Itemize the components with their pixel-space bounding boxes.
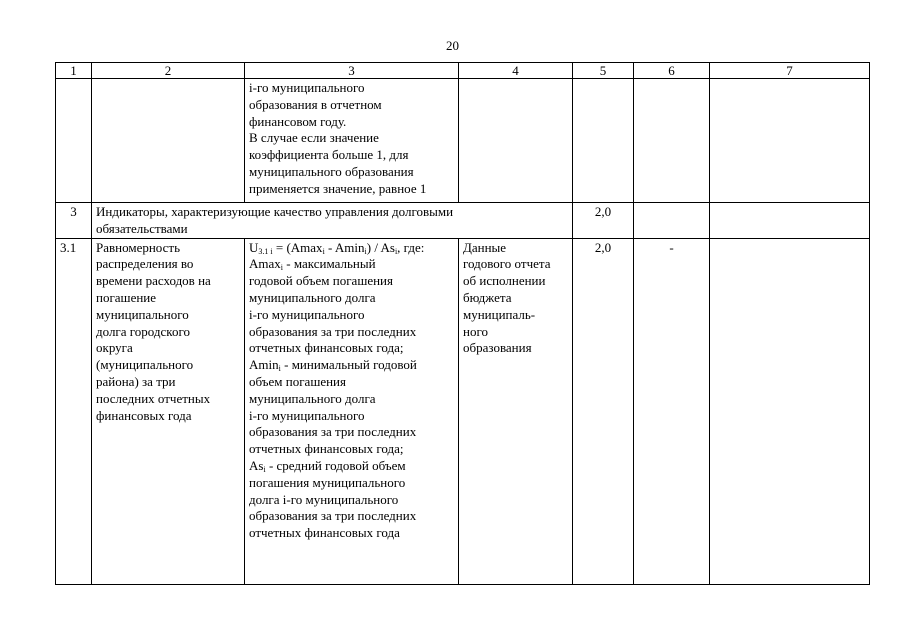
- name-line: финансовых года: [96, 407, 192, 423]
- table-row-3-1: [56, 238, 870, 584]
- name-line: погашение: [96, 289, 157, 305]
- formula-line: образования за три последних: [249, 424, 417, 440]
- source-line: об исполнении: [463, 273, 546, 289]
- source-line: Данные: [463, 239, 507, 255]
- indicator-table: [55, 62, 870, 585]
- cell-col7: [710, 79, 870, 203]
- table-row-continuation: [56, 79, 870, 203]
- cell-section-title: [92, 203, 573, 239]
- cell-name: [92, 238, 245, 584]
- name-line: муниципального: [96, 306, 189, 322]
- cell-weight: [573, 79, 634, 203]
- name-line: округа: [96, 340, 133, 356]
- formula-line: долга i-го муниципального: [249, 491, 399, 507]
- formula-line: муниципального долга: [249, 289, 376, 305]
- cell-source: [459, 79, 573, 203]
- formula-equation: $U_{3.1 i} = (Amax_i - Amin_i) / As_i$, где:: [249, 239, 425, 256]
- header-row: [56, 63, 870, 79]
- formula-line: объем погашения: [249, 373, 346, 389]
- source-line: ного: [463, 323, 488, 339]
- cell-num: 3.1: [56, 238, 92, 584]
- cell-formula: [245, 238, 459, 584]
- cell-num: [56, 79, 92, 203]
- formula-line: образования за три последних: [249, 508, 417, 524]
- header-cell-2: 2: [92, 63, 245, 79]
- name-line: долга городского: [96, 323, 190, 339]
- formula-line: применяется значение, равное 1: [249, 180, 427, 196]
- formula-line: коэффициента больше 1, для: [249, 147, 409, 163]
- section-title-line: Индикаторы, характеризующие качество управления долговыми: [96, 204, 454, 219]
- header-cell-3: 3: [245, 63, 459, 79]
- section-title-line: обязательствами: [96, 220, 188, 236]
- formula-line: В случае если значение: [249, 130, 379, 146]
- formula-amax-definition: Amax$_i$ - максимальный: [249, 256, 376, 273]
- formula-line: i-го муниципального: [249, 407, 365, 423]
- name-line: Равномерность: [96, 239, 181, 255]
- cell-formula-continuation: [245, 79, 459, 203]
- cell-weight: 2,0: [573, 203, 634, 239]
- source-line: муниципаль-: [463, 306, 536, 322]
- cell-col7: [710, 238, 870, 584]
- formula-amin-definition: Amin$_i$ - минимальный годовой: [249, 357, 417, 374]
- name-line: последних отчетных: [96, 390, 211, 406]
- formula-as-definition: $As_i$ - средний годовой объем: [249, 457, 406, 474]
- cell-name: [92, 79, 245, 203]
- cell-col6: [634, 79, 710, 203]
- header-cell-5: 5: [573, 63, 634, 79]
- formula-line: отчетных финансовых года: [249, 525, 400, 541]
- name-line: распределения во: [96, 256, 194, 272]
- formula-line: муниципального образования: [249, 163, 414, 179]
- cell-num: 3: [56, 203, 92, 239]
- cell-source: [459, 238, 573, 584]
- cell-col6: [634, 203, 710, 239]
- source-line: годового отчета: [463, 256, 551, 272]
- page-number: 20: [446, 38, 459, 53]
- cell-weight: 2,0: [573, 238, 634, 584]
- formula-line: финансовом году.: [249, 113, 347, 129]
- formula-line: муниципального долга: [249, 390, 376, 406]
- formula-line: образования в отчетном: [249, 96, 382, 112]
- name-line: времени расходов на: [96, 273, 211, 289]
- formula-line: i-го муниципального: [249, 80, 365, 95]
- formula-line: погашения муниципального: [249, 474, 406, 490]
- table-row-section-3: [56, 203, 870, 239]
- formula-line: отчетных финансовых года;: [249, 340, 404, 356]
- name-line: (муниципального: [96, 357, 194, 373]
- name-line: района) за три: [96, 373, 176, 389]
- formula-line: отчетных финансовых года;: [249, 441, 404, 457]
- formula-line: годовой объем погашения: [249, 273, 393, 289]
- formula-line: i-го муниципального: [249, 306, 365, 322]
- cell-col7: [710, 203, 870, 239]
- header-cell-6: 6: [634, 63, 710, 79]
- source-line: бюджета: [463, 289, 512, 305]
- cell-col6: -: [634, 238, 710, 584]
- source-line: образования: [463, 340, 532, 356]
- header-cell-7: 7: [710, 63, 870, 79]
- formula-line: образования за три последних: [249, 323, 417, 339]
- header-cell-4: 4: [459, 63, 573, 79]
- header-cell-1: 1: [56, 63, 92, 79]
